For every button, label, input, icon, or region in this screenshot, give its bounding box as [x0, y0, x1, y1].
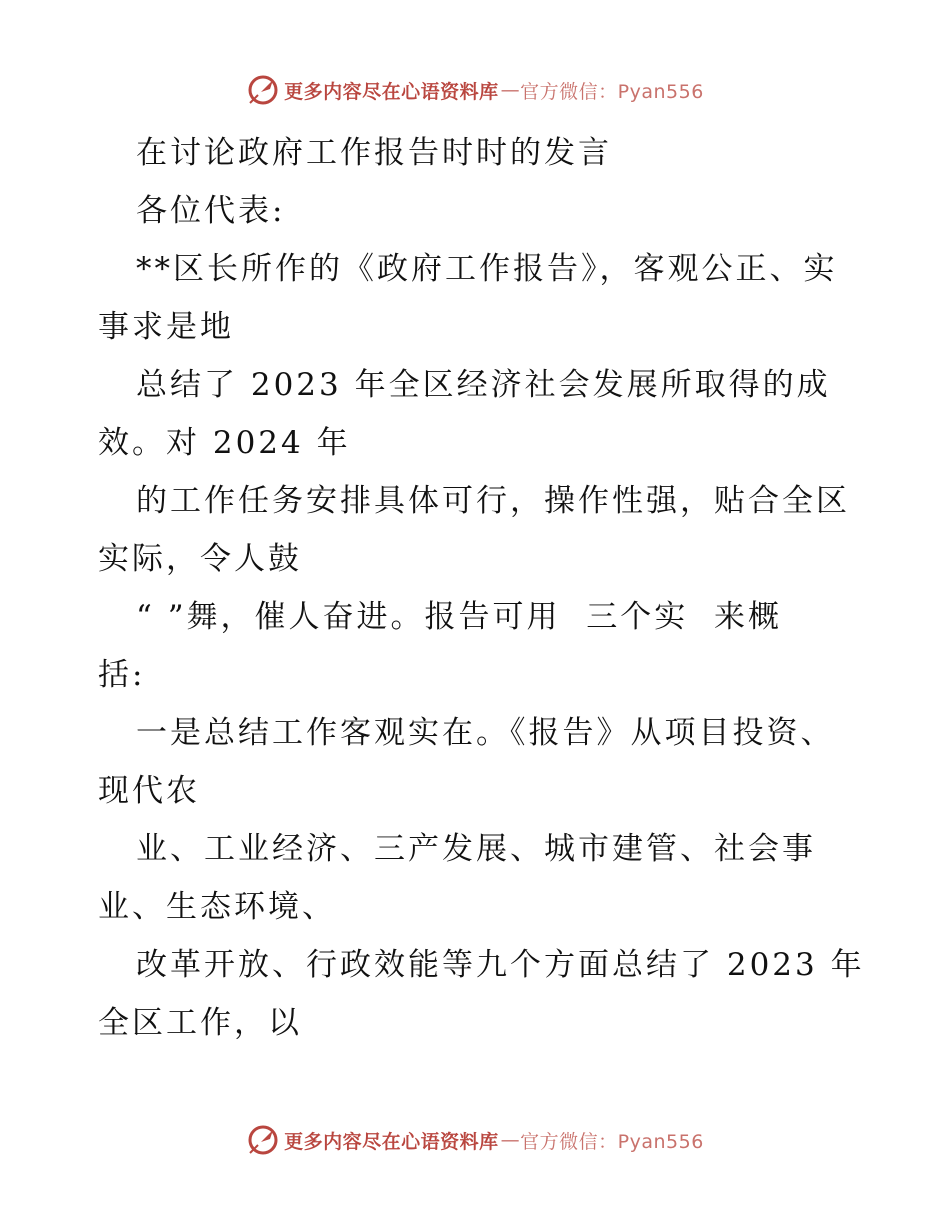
- doc-line: 实际，令人鼓: [98, 541, 302, 577]
- document-body: [98, 124, 865, 1052]
- header-watermark: [0, 70, 950, 110]
- doc-line: 全区工作，以: [98, 1005, 302, 1041]
- watermark-wechat-text: 官方微信：Pyan556: [520, 80, 704, 103]
- doc-line: 改革开放、行政效能等九个方面总结了 2023 年: [136, 947, 865, 983]
- doc-title: 在讨论政府工作报告时时的发言: [136, 135, 612, 171]
- quill-logo-icon: [246, 1123, 280, 1157]
- doc-line: 事求是地: [98, 309, 234, 345]
- doc-line: 业、生态环境、: [98, 889, 336, 925]
- watermark-dash: —: [500, 79, 521, 101]
- doc-line: 现代农: [98, 773, 200, 809]
- doc-salutation: 各位代表:: [136, 193, 286, 229]
- doc-line: 总结了 2023 年全区经济社会发展所取得的成: [136, 367, 831, 403]
- footer-watermark: [0, 1120, 950, 1160]
- doc-line: **区长所作的《政府工作报告》，客观公正、实: [136, 251, 838, 287]
- watermark-main-text: 更多内容尽在心语资料库: [284, 1130, 499, 1153]
- doc-line: 括:: [98, 657, 146, 693]
- quill-logo-icon: [246, 73, 280, 107]
- doc-line: 业、工业经济、三产发展、城市建管、社会事: [136, 831, 816, 867]
- doc-line: 的工作任务安排具体可行，操作性强，贴合全区: [136, 483, 850, 519]
- doc-line: “ ”舞，催人奋进。报告可用 三个实 来概: [136, 599, 782, 635]
- watermark-main-text: 更多内容尽在心语资料库: [284, 80, 499, 103]
- watermark-dash: —: [500, 1129, 521, 1151]
- doc-line: 一是总结工作客观实在。《报告》从项目投资、: [136, 715, 835, 751]
- watermark-wechat-text: 官方微信：Pyan556: [520, 1130, 704, 1153]
- doc-line: 效。对 2024 年: [98, 425, 351, 461]
